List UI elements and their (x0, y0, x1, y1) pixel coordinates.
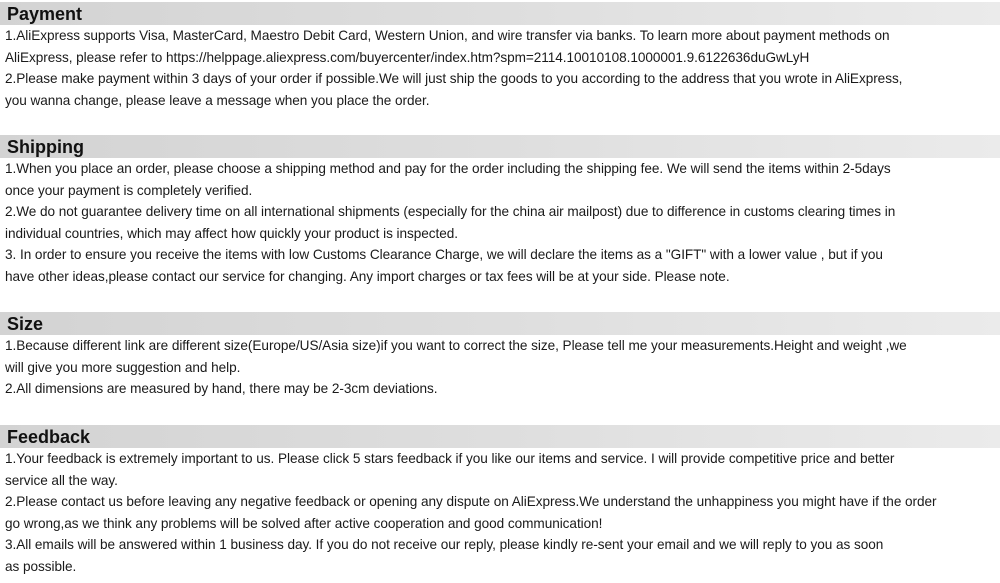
payment-line: you wanna change, please leave a message when you place the order. (5, 92, 430, 108)
payment-header (0, 2, 1000, 25)
shipping-header (0, 135, 1000, 158)
shipping-title: Shipping (7, 137, 84, 157)
payment-section (0, 2, 1000, 111)
shipping-line: 3. In order to ensure you receive the items with low Customs Clearance Charge, we will declare the items as a "GIFT" with a lower value , but if you (5, 247, 883, 263)
shipping-line: individual countries, which may affect how quickly your product is inspected. (5, 225, 459, 241)
payment-body (0, 25, 1000, 111)
feedback-line: service all the way. (5, 472, 118, 488)
payment-line: AliExpress, please refer to https://helppage.aliexpress.com/buyercenter/index.htm?spm=2114.10010108.1000001.9.6122636duGwLyH (5, 49, 810, 65)
payment-line: 1.AliExpress supports Visa, MasterCard, Maestro Debit Card, Western Union, and wire transfer via banks. To learn more about payment methods on (5, 28, 890, 43)
size-line: will give you more suggestion and help. (5, 359, 241, 375)
feedback-section (0, 425, 1000, 578)
shipping-section (0, 135, 1000, 288)
feedback-line: 3.All emails will be answered within 1 business day. If you do not receive our reply, please kindly re-sent your email and we will reply to you as soon (5, 537, 884, 553)
size-line: 1.Because different link are different size(Europe/US/Asia size)if you want to correct the size, Please tell me your measurements.Height and weight ,we (5, 338, 907, 353)
payment-line: 2.Please make payment within 3 days of your order if possible.We will just ship the goods to you according to the address that you wrote in AliExpress, (5, 71, 903, 87)
shipping-body (0, 158, 1000, 288)
size-header (0, 312, 1000, 335)
feedback-title: Feedback (7, 427, 91, 447)
shipping-line: 2.We do not guarantee delivery time on all international shipments (especially for the china air mailpost) due to difference in customs clearing times in (5, 204, 896, 220)
shipping-line: 1.When you place an order, please choose a shipping method and pay for the order including the shipping fee. We will send the items within 2-5days (5, 161, 891, 176)
shipping-line: once your payment is completely verified. (5, 182, 253, 198)
size-section (0, 312, 1000, 400)
feedback-body (0, 448, 1000, 578)
feedback-line: as possible. (5, 558, 77, 574)
feedback-line: 1.Your feedback is extremely important to us. Please click 5 stars feedback if you like our items and service. I will provide competitive price and better (5, 451, 895, 466)
feedback-line: go wrong,as we think any problems will be solved after active cooperation and good communication! (5, 515, 603, 531)
shipping-line: have other ideas,please contact our service for changing. Any import charges or tax fees will be at your side. Please note. (5, 268, 730, 284)
payment-title: Payment (7, 4, 83, 24)
size-title: Size (7, 314, 44, 334)
size-line: 2.All dimensions are measured by hand, there may be 2-3cm deviations. (5, 381, 438, 397)
feedback-header (0, 425, 1000, 448)
size-body (0, 335, 1000, 400)
feedback-line: 2.Please contact us before leaving any negative feedback or opening any dispute on AliExpress.We understand the unhappiness you might have if the order (5, 494, 937, 510)
